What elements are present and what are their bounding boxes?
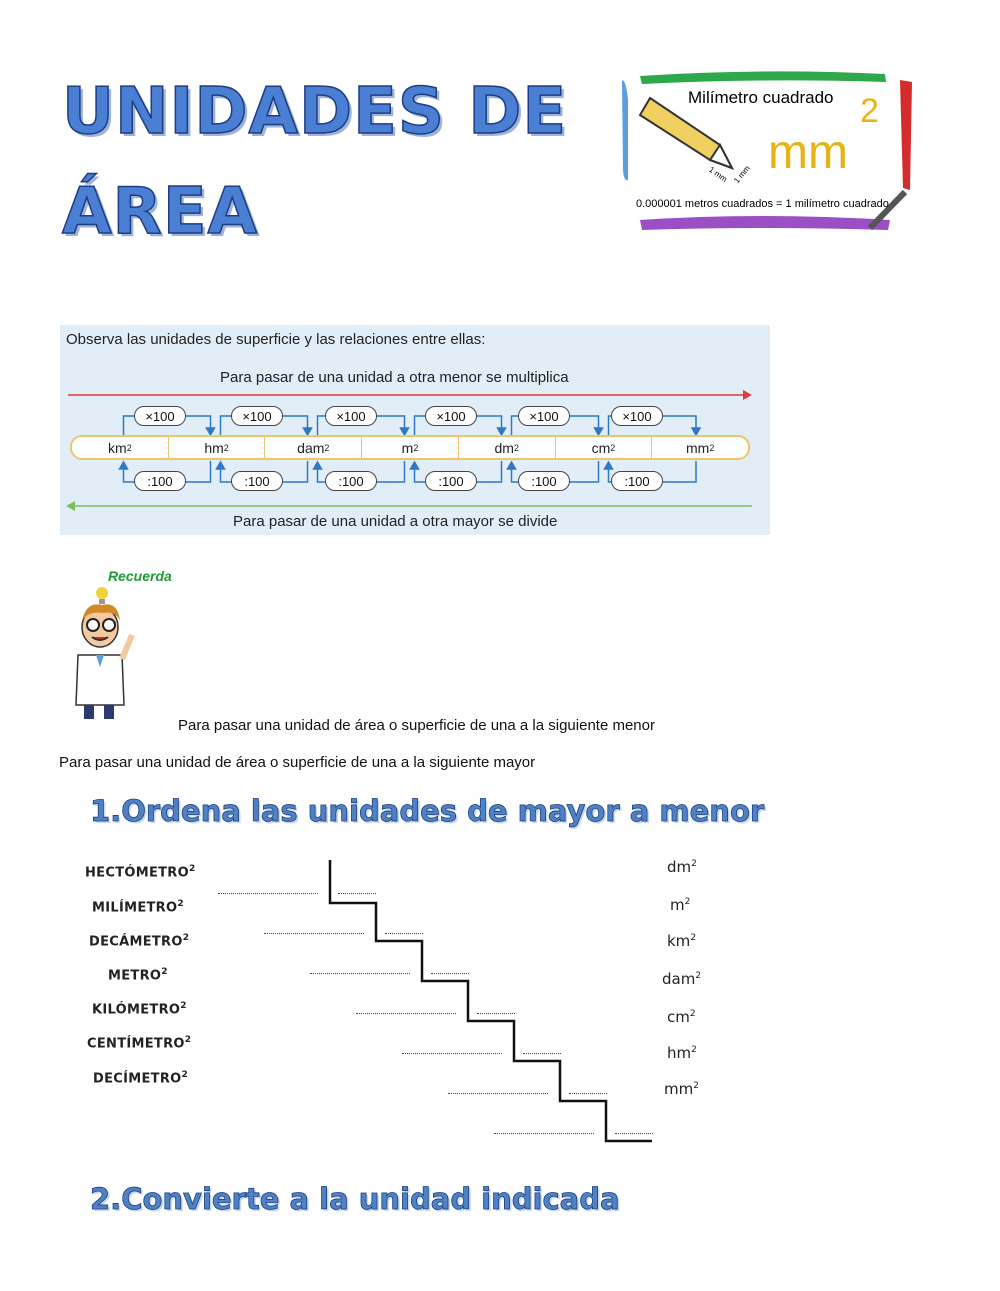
logo-mm-right: 1 mm [732, 163, 752, 186]
answer-slot[interactable] [338, 893, 376, 894]
unit-name-kilometro: KILÓMETRO$^2$ [92, 1001, 187, 1018]
multiply-pill: ×100 [425, 406, 477, 426]
answer-slot[interactable] [477, 1013, 515, 1014]
answer-slot[interactable] [402, 1053, 502, 1054]
relations-intro: Observa las unidades de superficie y las relaciones entre ellas: [66, 331, 486, 348]
unit-km: km 2 [72, 437, 169, 458]
answer-slot[interactable] [494, 1133, 594, 1134]
unit-dm: dm 2 [459, 437, 556, 458]
answer-slot[interactable] [218, 893, 318, 894]
answer-slot[interactable] [448, 1093, 548, 1094]
abbr-km[interactable]: $km^2$ [667, 932, 697, 950]
arrow-up-icon [411, 462, 419, 469]
logo-mm-left: 1 mm [707, 165, 729, 184]
multiply-pill: ×100 [518, 406, 570, 426]
multiply-pill: ×100 [231, 406, 283, 426]
unit-name-decametro: DECÁMETRO$^2$ [89, 933, 190, 950]
page-title-line2: ÁREA [62, 175, 259, 249]
divide-pill: :100 [231, 471, 283, 491]
arrow-up-icon [120, 462, 128, 469]
rule-larger-text: Para pasar una unidad de área o superficie de una a la siguiente mayor [59, 754, 536, 771]
logo-label: Milímetro cuadrado [688, 88, 834, 107]
answer-slot[interactable] [569, 1093, 607, 1094]
arrow-down-icon [401, 428, 409, 435]
unit-name-hectometro: HECTÓMETRO$^2$ [85, 864, 196, 881]
scientist-icon [64, 585, 144, 725]
arrow-down-icon [207, 428, 215, 435]
abbr-hm[interactable]: $hm^2$ [667, 1044, 697, 1062]
unit-mm: mm 2 [686, 439, 715, 456]
unit-name-milimetro: MILÍMETRO$^2$ [92, 899, 184, 916]
unit-cm: cm 2 [556, 437, 653, 458]
abbr-mm[interactable]: $mm^2$ [664, 1080, 699, 1098]
multiply-pill: ×100 [325, 406, 377, 426]
multiply-pill: ×100 [134, 406, 186, 426]
rule-smaller-text: Para pasar una unidad de área o superficie de una a la siguiente menor [178, 717, 655, 734]
exercise1-heading: 1.Ordena las unidades de mayor a menor [90, 794, 765, 828]
arrow-down-icon [595, 428, 603, 435]
unit-dam: dam 2 [265, 437, 362, 458]
page-title-line1: UNIDADES DE [62, 75, 568, 149]
recuerda-label: Recuerda [108, 568, 172, 584]
answer-slot[interactable] [310, 973, 410, 974]
arrow-down-icon [498, 428, 506, 435]
answer-slot[interactable] [615, 1133, 653, 1134]
arrow-left-icon [66, 501, 75, 511]
arrow-up-icon [217, 462, 225, 469]
abbr-m[interactable]: $m^2$ [670, 896, 691, 914]
divide-pill: :100 [134, 471, 186, 491]
arrow-down-icon [692, 428, 700, 435]
logo-exponent: 2 [860, 92, 879, 130]
divide-pill: :100 [325, 471, 377, 491]
logo-unit: mm [768, 126, 848, 179]
arrow-down-icon [304, 428, 312, 435]
unit-m: m 2 [362, 437, 459, 458]
divide-pill: :100 [611, 471, 663, 491]
abbr-cm[interactable]: $cm^2$ [667, 1008, 696, 1026]
arrow-right-icon [743, 390, 752, 400]
arrow-up-icon [314, 462, 322, 469]
square-millimeter-card [620, 70, 915, 240]
answer-slot[interactable] [523, 1053, 561, 1054]
unit-hm: hm 2 [169, 437, 266, 458]
divide-pill: :100 [518, 471, 570, 491]
staircase-diagram [200, 855, 670, 1155]
exercise2-heading: 2.Convierte a la unidad indicada [90, 1182, 620, 1216]
unit-scale [70, 435, 750, 460]
multiply-rule: Para pasar de una unidad a otra menor se multiplica [220, 369, 569, 386]
arrow-up-icon [605, 462, 613, 469]
abbr-dam[interactable]: dam$^2$ [662, 970, 702, 988]
divide-pill: :100 [425, 471, 477, 491]
answer-slot[interactable] [385, 933, 423, 934]
relation-arrows [60, 325, 770, 535]
arrow-up-icon [508, 462, 516, 469]
answer-slot[interactable] [264, 933, 364, 934]
unit-name-metro: METRO$^2$ [108, 967, 168, 984]
logo-equivalence: 0.000001 metros cuadrados = 1 milímetro cuadrado [636, 198, 889, 210]
answer-slot[interactable] [356, 1013, 456, 1014]
divide-rule: Para pasar de una unidad a otra mayor se divide [233, 513, 558, 530]
answer-slot[interactable] [431, 973, 469, 974]
abbr-dm[interactable]: $dm^2$ [667, 858, 697, 876]
unit-name-centimetro: CENTÍMETRO$^2$ [87, 1035, 192, 1052]
unit-name-decimetro: DECÍMETRO$^2$ [93, 1070, 189, 1087]
multiply-pill: ×100 [611, 406, 663, 426]
